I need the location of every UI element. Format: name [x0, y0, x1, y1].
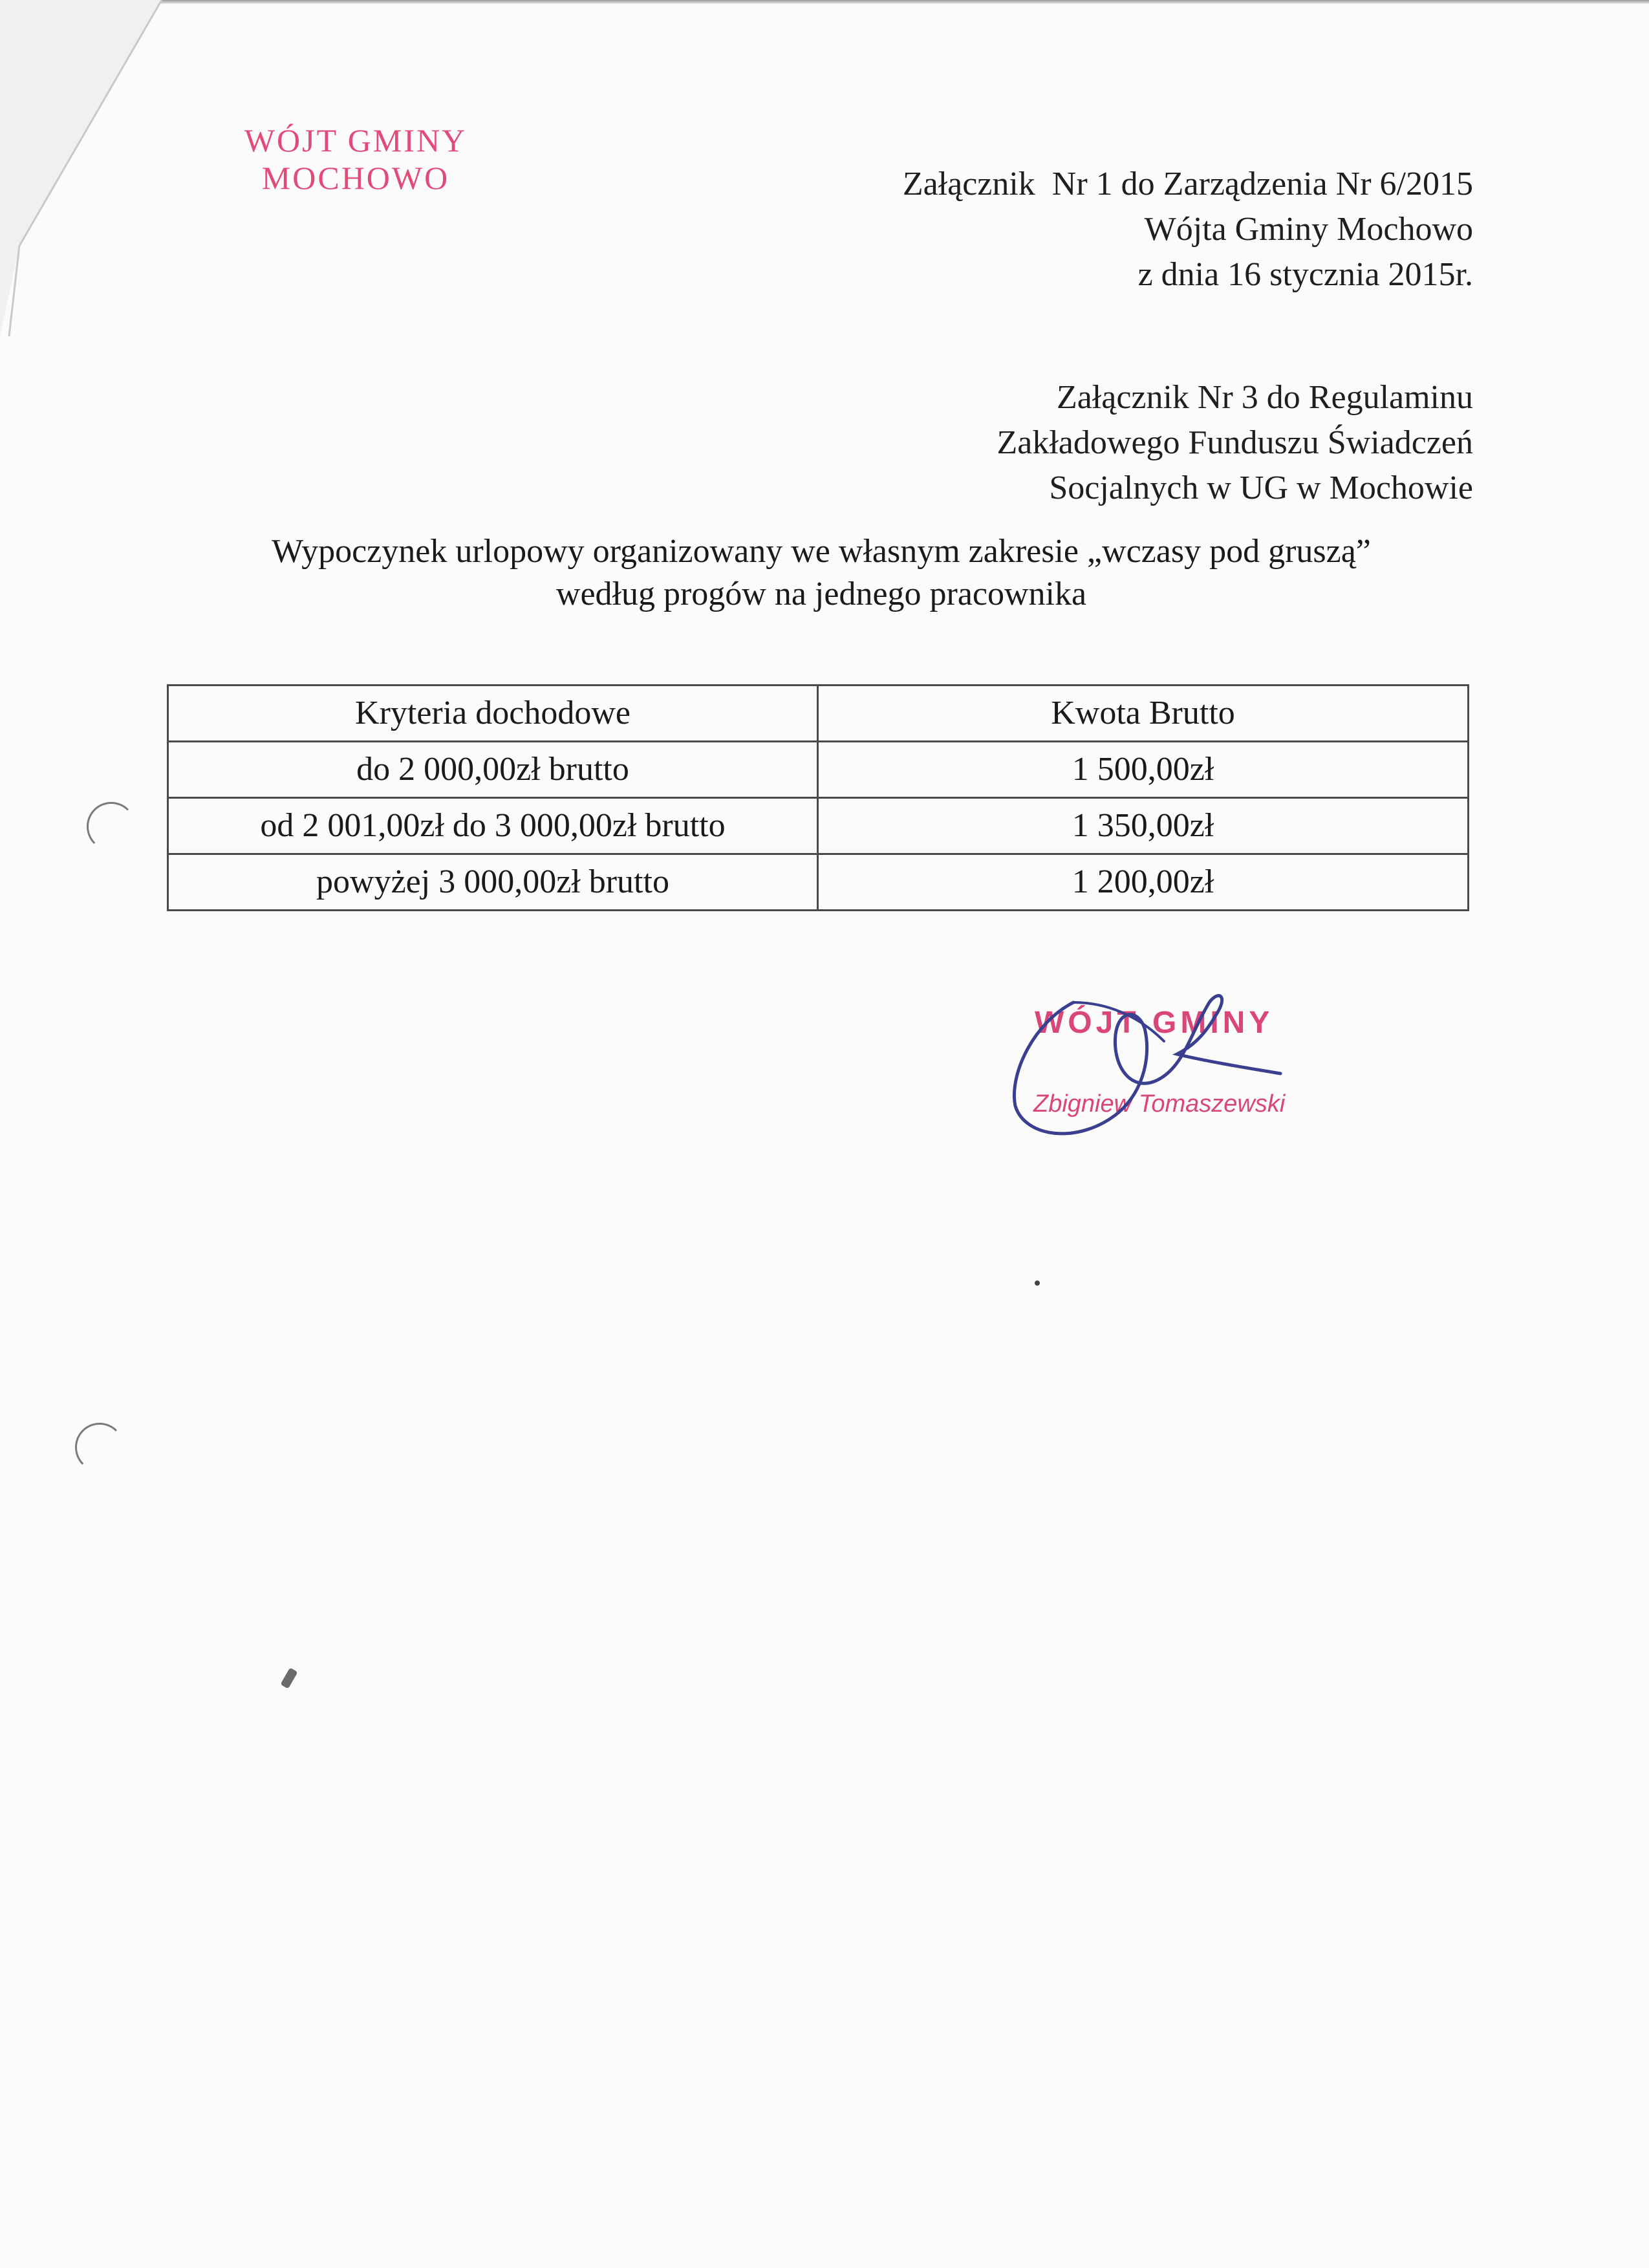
punch-hole-lower	[75, 1423, 124, 1472]
table-row	[168, 742, 1469, 798]
office-stamp-line2: MOCHOWO	[261, 160, 450, 196]
title-line2: według progów na jednego pracownika	[555, 576, 1087, 612]
signature-block	[996, 977, 1358, 1171]
handwritten-signature	[996, 977, 1358, 1171]
office-stamp-line1: WÓJT GMINY	[244, 122, 468, 158]
attachment-line3: z dnia 16 stycznia 2015r.	[1137, 256, 1473, 293]
office-stamp	[194, 122, 517, 197]
attachment-line2: Wójta Gminy Mochowo	[1144, 211, 1473, 248]
attachment-header	[903, 162, 1473, 297]
regulation-header	[997, 375, 1473, 511]
scan-speck	[280, 1668, 297, 1689]
attachment-line1: Załącznik Nr 1 do Zarządzenia Nr 6/2015	[902, 166, 1473, 202]
gross-amount-cell: 1 350,00zł	[818, 798, 1469, 854]
signature-stamp-title: WÓJT GMINY	[1035, 1006, 1274, 1040]
income-criterion-cell: od 2 001,00zł do 3 000,00zł brutto	[168, 798, 818, 854]
header-income-criteria: Kryteria dochodowe	[168, 686, 818, 742]
regulation-line2: Zakładowego Funduszu Świadczeń	[997, 424, 1473, 461]
regulation-line1: Załącznik Nr 3 do Regulaminu	[1056, 379, 1473, 416]
title-line1: Wypoczynek urlopowy organizowany we własnym zakresie „wczasy pod gruszą”	[272, 533, 1371, 570]
header-gross-amount: Kwota Brutto	[818, 686, 1469, 742]
gross-amount-cell: 1 500,00zł	[818, 742, 1469, 798]
income-criteria-table	[167, 684, 1469, 911]
gross-amount-cell: 1 200,00zł	[818, 854, 1469, 911]
signature-stamp-name: Zbigniew Tomaszewski	[1033, 1090, 1286, 1118]
regulation-line3: Socjalnych w UG w Mochowie	[1049, 470, 1473, 506]
scan-top-edge	[0, 0, 1649, 4]
table-row	[168, 798, 1469, 854]
punch-hole-upper	[87, 802, 136, 851]
scan-left-fold	[0, 0, 168, 336]
table-header-row	[168, 686, 1469, 742]
document-title	[129, 530, 1513, 616]
income-criterion-cell: powyżej 3 000,00zł brutto	[168, 854, 818, 911]
scan-speck	[1035, 1280, 1040, 1286]
income-criterion-cell: do 2 000,00zł brutto	[168, 742, 818, 798]
table-row	[168, 854, 1469, 911]
